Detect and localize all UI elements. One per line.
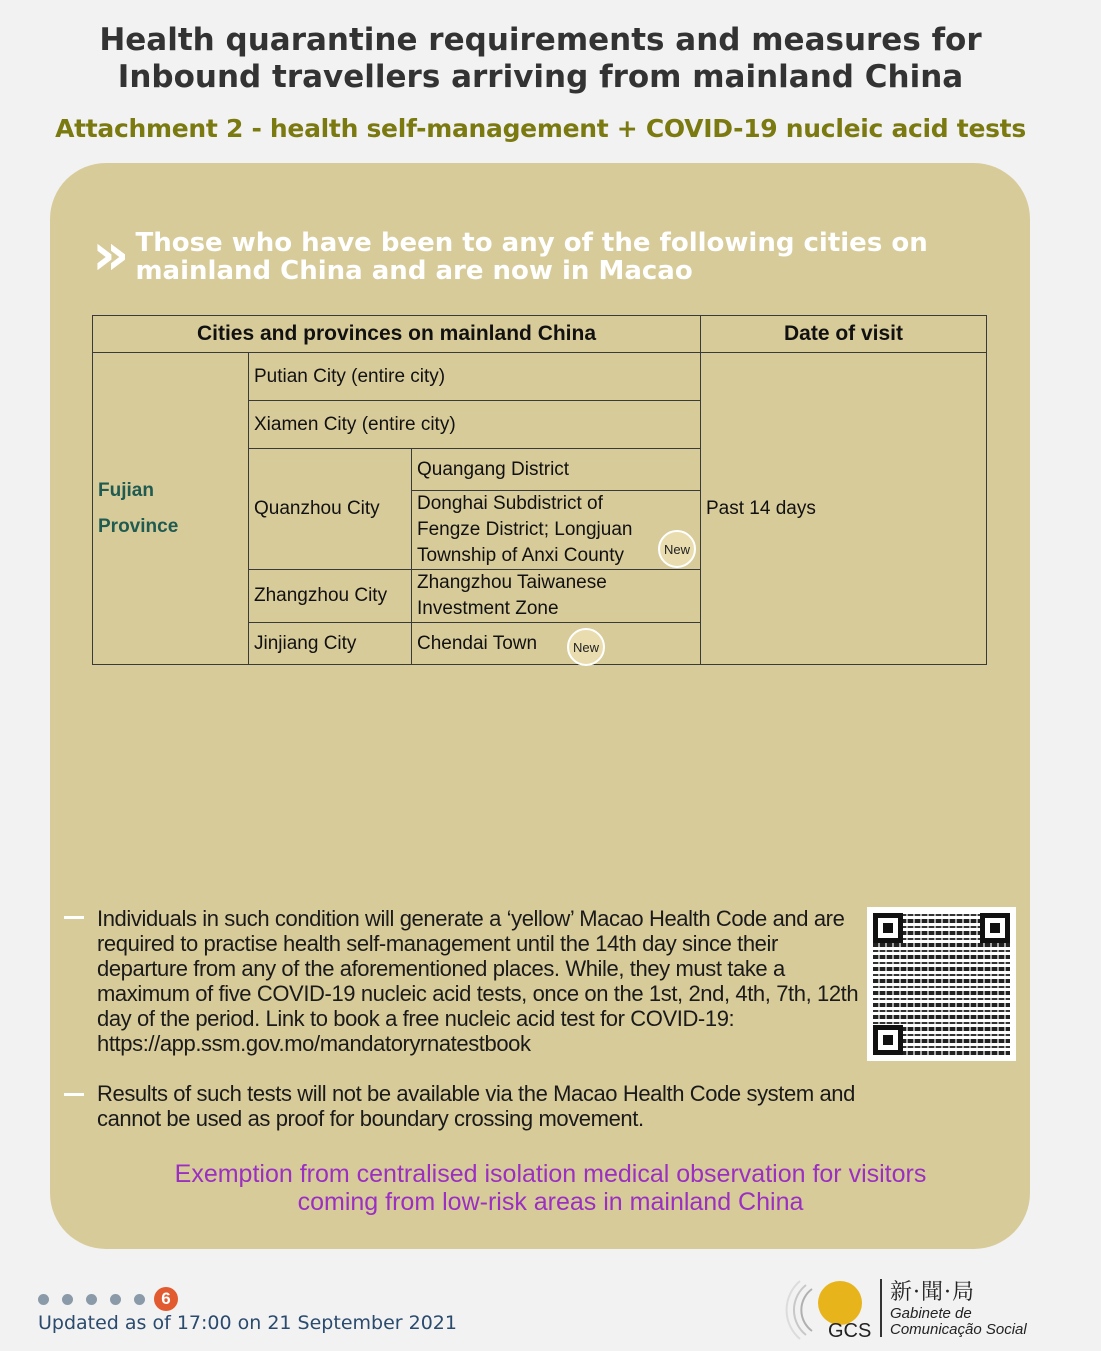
exemption-link[interactable] [0,1160,1101,1216]
section-heading-line-1: Those who have been to any of the following cities on [135,228,928,258]
exemption-line-2: coming from low-risk areas in mainland China [297,1188,804,1216]
table-header-row [93,316,987,353]
city-cell-zhangzhou: Zhangzhou City [249,570,412,623]
logo-chinese-name: 新·聞·局 [890,1280,975,1305]
district-cell-zhangzhou-zone: Zhangzhou Taiwanese Investment Zone [412,570,701,623]
table-row [93,353,987,401]
logo-portuguese-name: Gabinete de Comunicação Social [890,1305,1027,1338]
page-indicator [38,1287,178,1311]
title-line-2: Inbound travellers arriving from mainland China [117,59,964,95]
svg-text:GCS: GCS [828,1320,872,1342]
province-label-line-2: Province [98,515,179,537]
province-label-line-1: Fujian [98,479,154,501]
column-header-date: Date of visit [701,316,987,353]
page-dot[interactable] [86,1294,97,1305]
district-cell-donghai: Donghai Subdistrict of Fengze District; Longjuan Township of Anxi County [412,491,701,570]
page-dot[interactable] [62,1294,73,1305]
city-cell-xiamen: Xiamen City (entire city) [249,401,701,449]
page-dot[interactable] [134,1294,145,1305]
qr-code-icon [867,907,1016,1061]
note-bullet-2: Results of such tests will not be available via the Macao Health Code system and cannot be used as proof for boundary crossing movement. [97,1081,855,1131]
cities-table [92,315,987,665]
district-cell-chendai: Chendai Town [412,623,701,665]
current-page-badge: 6 [154,1287,178,1311]
exemption-line-1: Exemption from centralised isolation medical observation for visitors [174,1160,927,1188]
new-badge: New [658,530,696,568]
page-dot[interactable] [38,1294,49,1305]
gcs-logo [792,1273,1062,1343]
gcs-emblem-icon [792,1273,872,1343]
date-cell: Past 14 days [701,353,987,665]
city-cell-quanzhou: Quanzhou City [249,449,412,570]
note-bullet-1: Individuals in such condition will generate a ‘yellow’ Macao Health Code and are required to practise health self-management until the 14th day since their departure from any of the aforementioned places. While, they must take a maximum of five COVID-19 nucleic acid tests, once on the 1st, 2nd, 4th, 7th, 12th day of the period. Link to book a free nucleic acid test for COVID-19: https://app.ssm.gov.mo/mandatoryrnatestbook [97,906,859,1056]
title-line-1: Health quarantine requirements and measures for [99,22,982,58]
city-cell-putian: Putian City (entire city) [249,353,701,401]
city-cell-jinjiang: Jinjiang City [249,623,412,665]
column-header-cities: Cities and provinces on mainland China [93,316,701,353]
new-badge: New [567,628,605,666]
updated-timestamp: Updated as of 17:00 on 21 September 2021 [38,1312,457,1334]
district-cell-quangang: Quangang District [412,449,701,491]
page-subtitle: Attachment 2 - health self-management + COVID-19 nucleic acid tests [55,114,1026,143]
double-chevron-icon: » [92,220,114,288]
section-heading-line-2: mainland China and are now in Macao [135,256,693,286]
page-dot[interactable] [110,1294,121,1305]
bullet-dash-icon [64,916,84,919]
section-heading [92,220,995,288]
province-cell [93,353,249,665]
page-title [0,22,1081,96]
bullet-dash-icon [64,1093,84,1096]
